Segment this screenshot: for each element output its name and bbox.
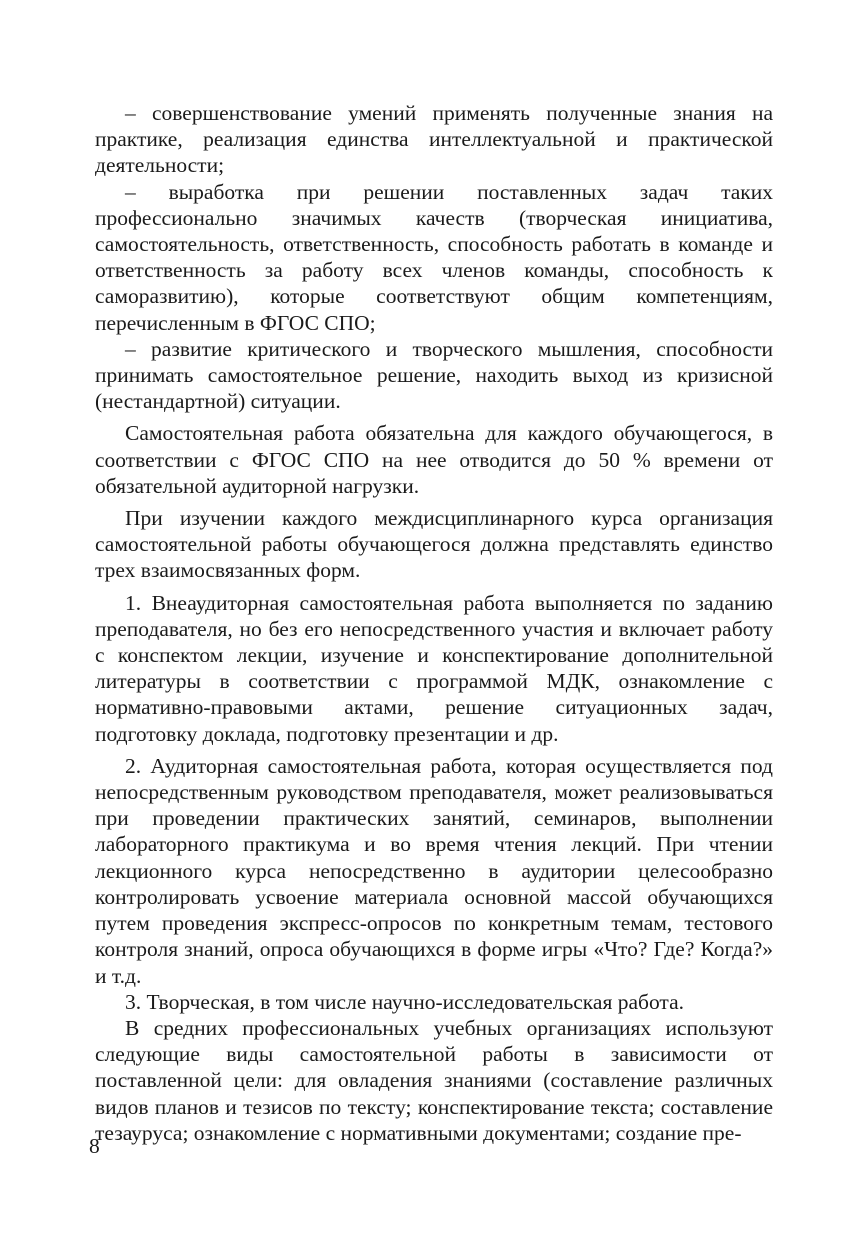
three-forms-paragraph: При изучении каждого междисциплинарного курса организация самостоятельной работы обучающегося должна представлять единство трех взаимосвязанных форм. bbox=[95, 506, 773, 583]
creative-work-paragraph: 3. Творческая, в том числе научно-исследовательская работа. bbox=[125, 989, 685, 1014]
bullet-skills-paragraph: – совершенствование умений применять полученные знания на практике, реализация единства интеллектуальной и практической деятельности; bbox=[95, 101, 773, 178]
mandatory-work-paragraph: Самостоятельная работа обязательна для каждого обучающегося, в соответствии с ФГОС СПО на нее отводится до 50 % времени от обязательной аудиторной нагрузки. bbox=[95, 421, 773, 498]
classroom-work-paragraph: 2. Аудиторная самостоятельная работа, которая осуществляется под непосредственным руководством преподавателя, может реализовываться при проведении практических занятий, семинаров, выполнении лабораторного практикума и во время чтения лекций. При чтении лекционного курса непосредственно в аудитории целесообразно контролировать усвоение материала основной массой обучающихся путем проведения экспресс-опросов по конкретным темам, тестового контроля знаний, опроса обучающихся в форме игры «Что? Где? Когда?» и т.д. bbox=[95, 753, 773, 988]
bullet-thinking-paragraph: – развитие критического и творческого мышления, способности принимать самостоятельное решение, находить выход из кризисной (нестандартной) ситуации. bbox=[95, 336, 773, 414]
page-body bbox=[95, 100, 773, 1146]
bullet-qualities-paragraph: – выработка при решении поставленных задач таких профессионально значимых качеств (творческая инициатива, самостоятельность, ответственность, способность работать в команде и ответственность за работу всех членов команды, способность к саморазвитию), которые соответствуют общим компетенциям, перечисленным в ФГОС СПО; bbox=[95, 179, 773, 335]
work-types-paragraph: В средних профессиональных учебных организациях используют следующие виды самостоятельной работы в зависимости от поставленной цели: для овладения знаниями (составление различных видов планов и тезисов по тексту; конспектирование текста; составление тезауруса; ознакомление с нормативными документами; создание пре- bbox=[95, 1015, 773, 1145]
extracurricular-work-paragraph: 1. Внеаудиторная самостоятельная работа выполняется по заданию преподавателя, но без его непосредственного участия и включает работу с конспектом лекции, изучение и конспектирование дополнительной литературы в соответствии с программой МДК, ознакомление с нормативно-правовыми актами, решение ситуационных задач, подготовку доклада, подготовку презентации и др. bbox=[95, 590, 773, 746]
page-number: 8 bbox=[89, 1134, 100, 1158]
